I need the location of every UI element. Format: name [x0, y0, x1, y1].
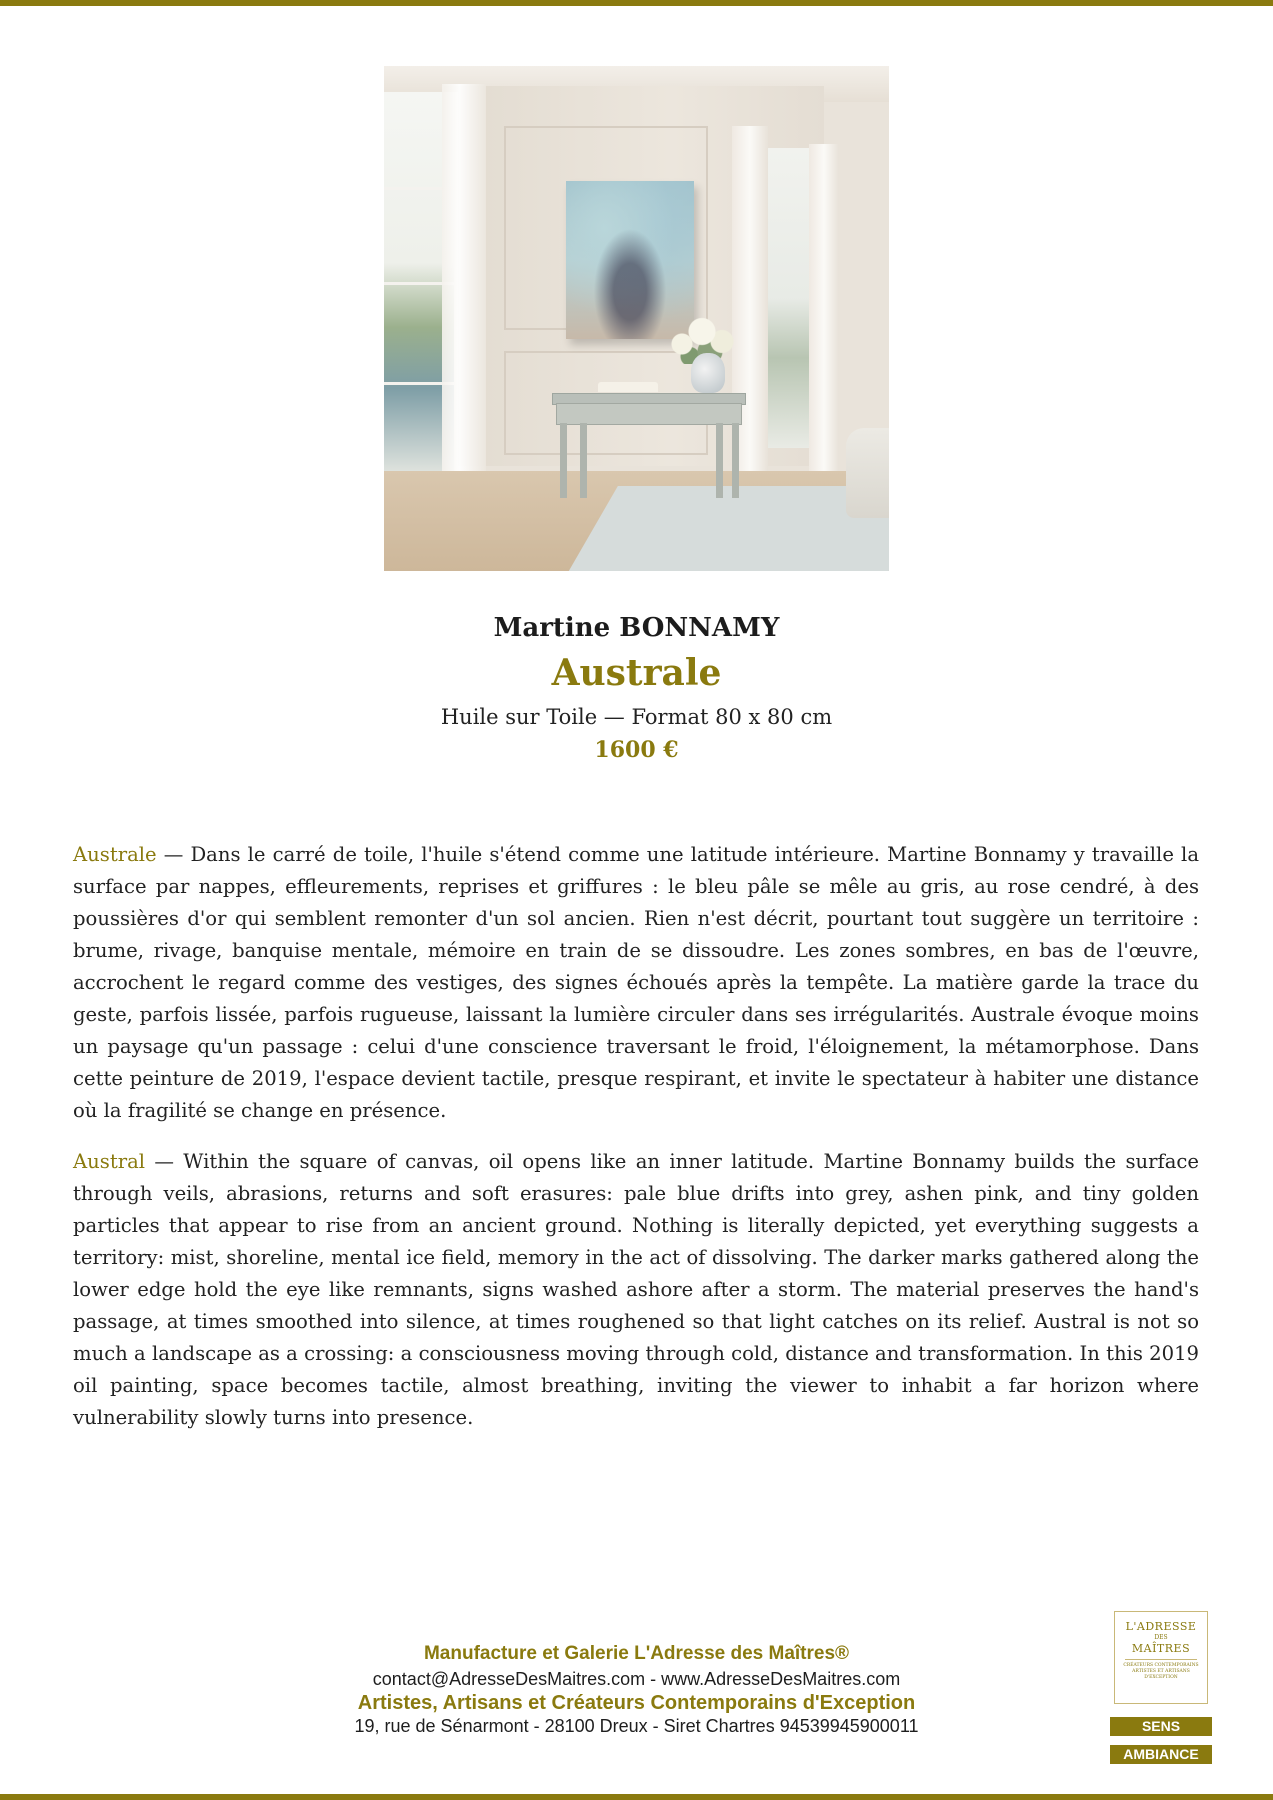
footer-address: 19, rue de Sénarmont - 28100 Dreux - Siret Chartres 94539945900011	[354, 1716, 919, 1736]
description-english-lead: Austral	[73, 1150, 146, 1173]
vase	[691, 353, 725, 393]
armchair	[846, 428, 889, 518]
footer-contact: contact@AdresseDesMaitres.com - www.AdresseDesMaitres.com	[372, 1669, 901, 1689]
top-border	[0, 0, 1273, 6]
right-window	[762, 148, 812, 448]
artwork-price: 1600 €	[594, 737, 679, 763]
description-english-text: — Within the square of canvas, oil opens like an inner latitude. Martine Bonnamy builds the surface through veils, abrasions, returns and soft erasures: pale blue drifts into grey, ashen pink, and tiny golden particles that appear to rise from an ancient ground. Nothing is literally depicted, yet everything suggests a territory: mist, shoreline, mental ice field, memory in the act of dissolving. The darker marks gathered along the lower edge hold the eye like remnants, signs washed ashore after a storm. The material preserves the hand's passage, at times smoothed into silence, at times roughened so that light catches on its relief. Austral is not so much a landscape as a crossing: a consciousness moving through cold, distance and transformation. In this 2019 oil painting, space becomes tactile, almost breathing, inviting the viewer to inhabit a far horizon where vulnerability slowly turns into presence.	[73, 1150, 1199, 1429]
description-french	[73, 839, 1199, 1127]
bottom-border	[0, 1794, 1273, 1800]
footer-tagline: Artistes, Artisans et Créateurs Contemporains d'Exception	[357, 1692, 916, 1714]
right-curtain-outer	[809, 144, 839, 514]
artwork-interior-photo	[384, 66, 889, 571]
open-book	[598, 382, 658, 392]
description-french-text: — Dans le carré de toile, l'huile s'étend comme une latitude intérieure. Martine Bonnamy y travaille la surface par nappes, effleurements, reprises et griffures : le bleu pâle se mêle au gris, au rose cendré, à des poussières d'or qui semblent remonter d'un sol ancien. Rien n'est décrit, pourtant tout suggère un territoire : brume, rivage, banquise mentale, mémoire en train de se dissoudre. Les zones sombres, en bas de l'œuvre, accrochent le regard comme des vestiges, des signes échoués après la tempête. La matière garde la trace du geste, parfois lissée, parfois rugueuse, laissant la lumière circuler dans ses irrégularités. Australe évoque moins un paysage qu'un passage : celui d'une conscience traversant le froid, l'éloignement, la métamorphose. Dans cette peinture de 2019, l'espace devient tactile, presque respirant, et invite le spectateur à habiter une distance où la fragilité se change en présence.	[73, 843, 1199, 1122]
description-french-lead: Australe	[73, 843, 157, 866]
gallery-logo: L'ADRESSE DES MAÎTRES CRÉATEURS CONTEMPORAINS ARTISTES ET ARTISANS D'EXCEPTION	[1114, 1611, 1208, 1704]
artwork-title: Australe	[551, 652, 722, 694]
tag-sens: SENS	[1110, 1717, 1212, 1736]
description-english	[73, 1146, 1199, 1434]
console-drawers	[556, 403, 742, 425]
rug	[560, 486, 889, 571]
artwork-medium: Huile sur Toile — Format 80 x 80 cm	[440, 705, 833, 729]
left-curtain	[442, 84, 486, 484]
tag-ambiance: AMBIANCE	[1110, 1745, 1212, 1764]
artist-name: Martine BONNAMY	[493, 613, 780, 643]
footer-gallery-name: Manufacture et Galerie L'Adresse des Maîtres®	[423, 1643, 850, 1664]
